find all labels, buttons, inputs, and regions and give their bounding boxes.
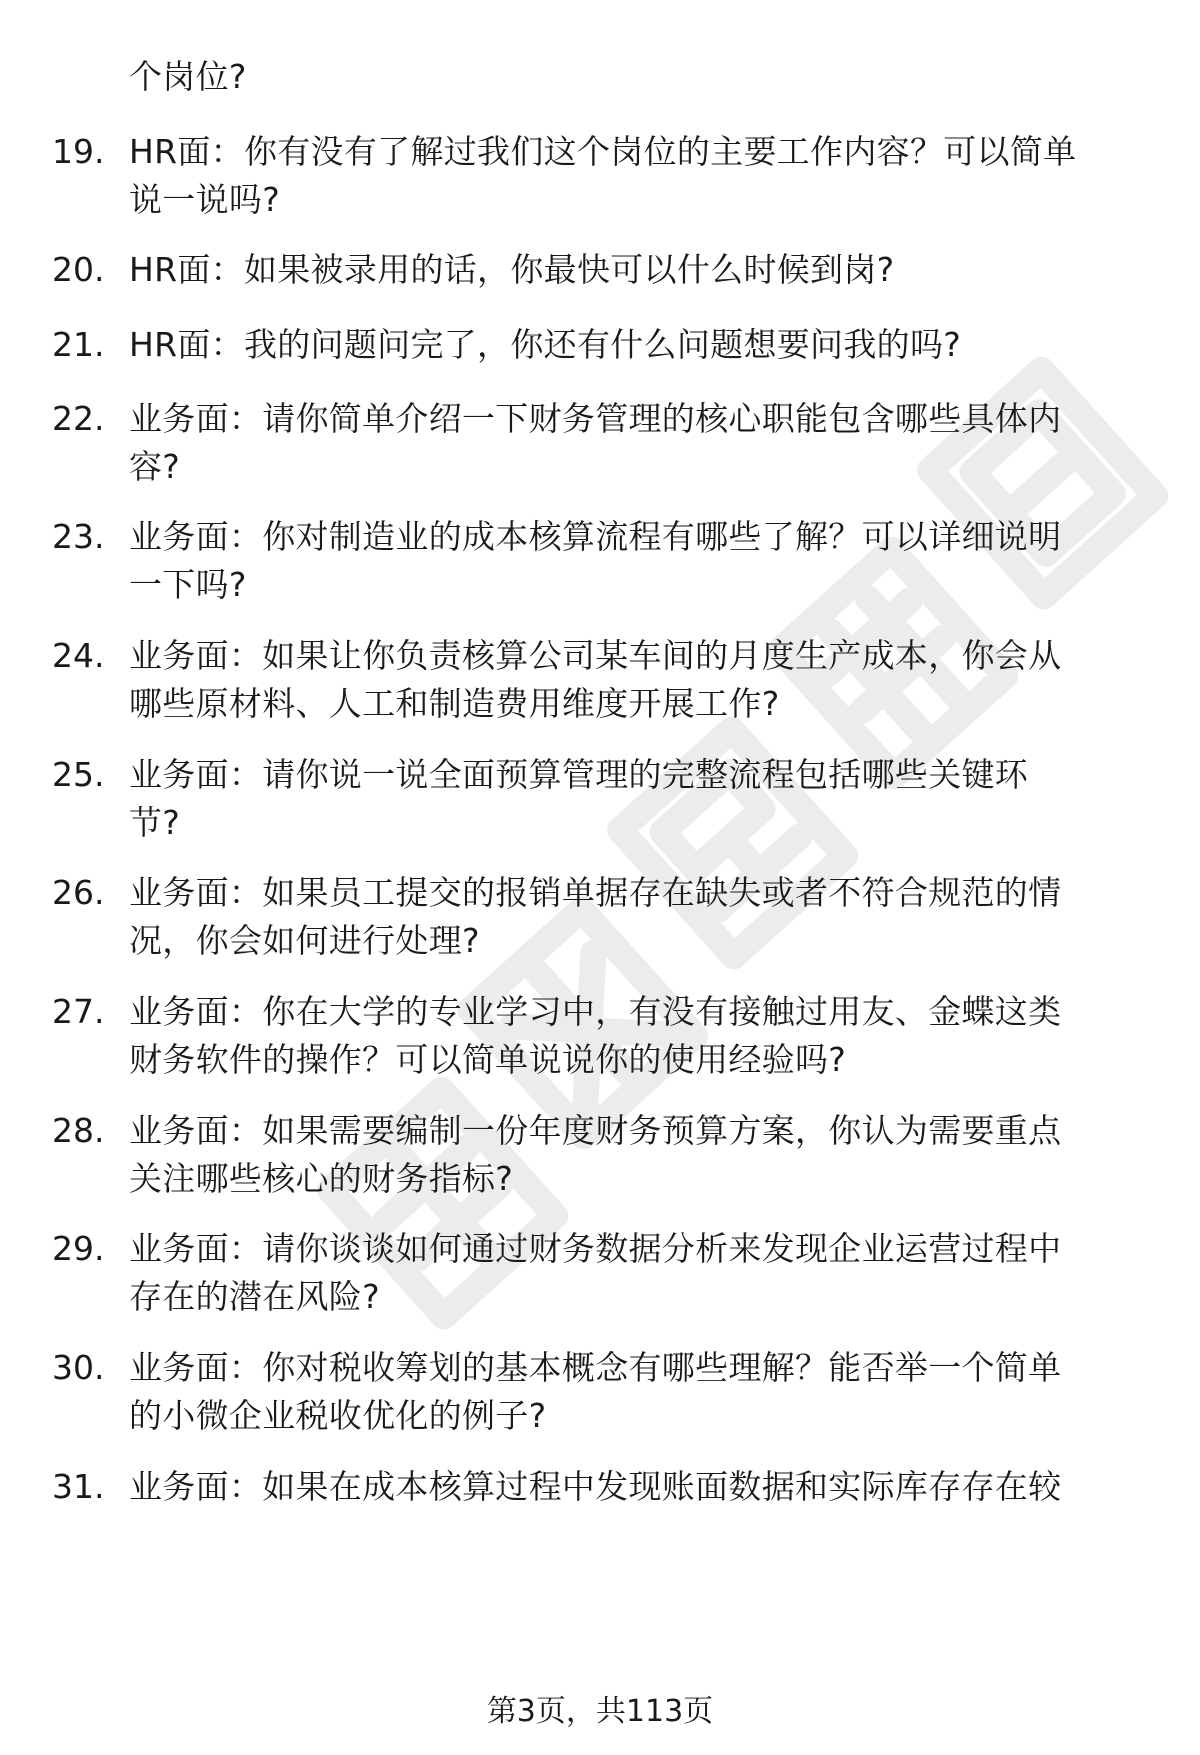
- question-number: 28.: [52, 1111, 105, 1150]
- question-text: 业务面：请你谈谈如何通过财务数据分析来发现企业运营过程中 存在的潜在风险?: [129, 1229, 1062, 1316]
- question-number: 31.: [52, 1467, 105, 1506]
- question-text: 业务面：你对制造业的成本核算流程有哪些了解？可以详细说明 一下吗?: [129, 517, 1062, 604]
- question-text: HR面：我的问题问完了，你还有什么问题想要问我的吗?: [129, 325, 962, 364]
- question-number: 24.: [52, 636, 105, 675]
- question-number: 29.: [52, 1229, 105, 1268]
- question-number: 26.: [52, 873, 105, 912]
- question-number: 20.: [52, 250, 105, 289]
- question-text: 个岗位?: [129, 57, 247, 96]
- question-number: 30.: [52, 1348, 105, 1387]
- question-text: 业务面：你在大学的专业学习中，有没有接触过用友、金蝶这类 财务软件的操作？可以简单说说你的使用经验吗?: [129, 992, 1062, 1079]
- question-text: HR面：如果被录用的话，你最快可以什么时候到岗?: [129, 250, 895, 289]
- question-number: 21.: [52, 325, 105, 364]
- question-text: 业务面：请你简单介绍一下财务管理的核心职能包含哪些具体内 容?: [129, 399, 1062, 486]
- question-text: 业务面：如果员工提交的报销单据存在缺失或者不符合规范的情 况，你会如何进行处理?: [129, 873, 1062, 960]
- question-text: HR面：你有没有了解过我们这个岗位的主要工作内容？可以简单 说一说吗?: [129, 132, 1077, 219]
- question-number: 22.: [52, 399, 105, 438]
- question-text: 业务面：请你说一说全面预算管理的完整流程包括哪些关键环 节?: [129, 755, 1029, 842]
- question-number: 27.: [52, 992, 105, 1031]
- question-text: 业务面：如果需要编制一份年度财务预算方案，你认为需要重点 关注哪些核心的财务指标?: [129, 1111, 1062, 1198]
- question-text: 业务面：如果在成本核算过程中发现账面数据和实际库存存在较: [129, 1467, 1062, 1506]
- page-footer: 第3页，共113页: [486, 1694, 714, 1729]
- question-number: 19.: [52, 132, 105, 171]
- question-text: 业务面：如果让你负责核算公司某车间的月度生产成本，你会从 哪些原材料、人工和制造费用维度开展工作?: [129, 636, 1062, 723]
- question-number: 25.: [52, 755, 105, 794]
- question-number: 23.: [52, 517, 105, 556]
- question-text: 业务面：你对税收筹划的基本概念有哪些理解？能否举一个简单 的小微企业税收优化的例子?: [129, 1348, 1062, 1435]
